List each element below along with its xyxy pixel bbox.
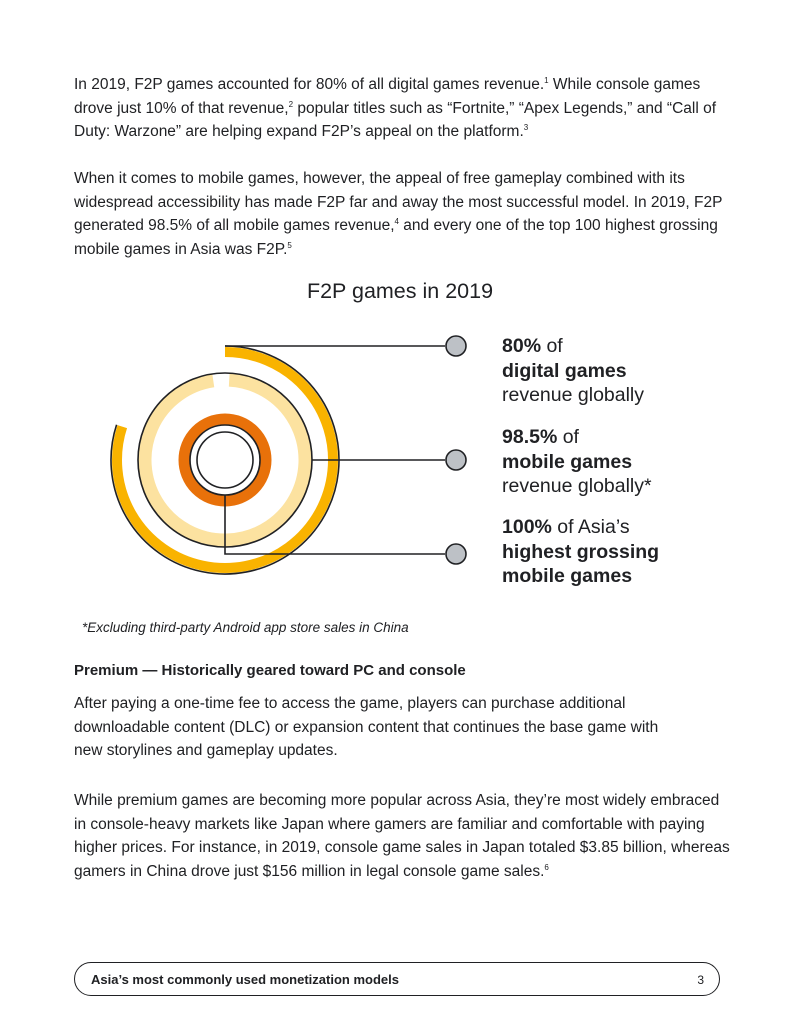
chart-footnote: *Excluding third-party Android app store sales in China — [82, 620, 409, 635]
stat-subject: mobile games — [502, 450, 633, 473]
footnote-ref[interactable]: 3 — [523, 123, 529, 132]
paragraph-premium-asia — [74, 789, 734, 883]
leader-line-3 — [225, 495, 445, 554]
footer-bar — [74, 962, 720, 996]
footnote-ref[interactable]: 4 — [394, 217, 399, 226]
stat-text: revenue globally — [502, 384, 645, 406]
sentence: While premium games are becoming more popular across Asia, they’re most widely embraced in console-heavy markets like Japan where gamers are familiar and comfortable with paying higher prices. For instance, in 2019, console game sales in Japan totaled $3.85 billion, whereas gamers in China drove just $156 million in legal console game sales. — [74, 792, 730, 880]
stat-subject: mobile games — [502, 565, 633, 587]
stat-subject: highest grossing — [502, 540, 660, 563]
footer-title[interactable]: Asia’s most commonly used monetization models — [91, 972, 399, 987]
leader-dot-2 — [446, 450, 466, 470]
page-number: 3 — [697, 973, 704, 987]
stat-value: 100% — [502, 516, 552, 538]
sentence: When it comes to mobile games, however, the appeal of free gameplay combined with its widespread accessibility has made F2P far and away the most successful model. In 2019, F2P generated 98.5% of all mobile games revenue, — [74, 170, 723, 234]
stat-subject: digital games — [502, 359, 627, 382]
footnote-ref[interactable]: 6 — [544, 862, 549, 872]
sentence: popular titles such as “Fortnite,” “Apex Legends,” and “Call of Duty: Warzone” are helping expand F2P’s appeal on the platform. — [74, 99, 717, 140]
sentence: In 2019, F2P games accounted for 80% of all digital games revenue. — [74, 76, 545, 93]
stat-value: 98.5% — [502, 426, 558, 448]
stat-value: 80% — [502, 335, 542, 357]
paragraph-premium: After paying a one-time fee to access the game, players can purchase additional downloadable content (DLC) or expansion content that continues the base game with new storylines and gameplay updates. — [74, 695, 659, 759]
stat-mobile-games — [502, 425, 762, 499]
sentence: While console games drove just 10% of that revenue, — [74, 76, 701, 117]
stat-digital-games — [502, 334, 762, 408]
stat-text: of — [557, 426, 579, 448]
footnote-ref[interactable]: 5 — [287, 240, 292, 250]
leader-dot-1 — [446, 336, 466, 356]
footnote-ref[interactable]: 1 — [544, 76, 549, 85]
stat-text: of Asia’s — [557, 516, 630, 538]
stat-text: of — [541, 335, 563, 357]
ring-center — [197, 432, 253, 488]
stat-text: revenue globally* — [502, 475, 652, 497]
sentence: and every one of the top 100 highest grossing mobile games in Asia was F2P. — [74, 217, 718, 258]
paragraph-mobile — [74, 167, 734, 261]
paragraph-intro — [74, 73, 734, 144]
leader-dot-3 — [446, 544, 466, 564]
footnote-ref[interactable]: 2 — [288, 99, 294, 109]
chart-title: F2P games in 2019 — [306, 279, 494, 303]
section-heading: Premium — Historically geared toward PC and console — [74, 662, 466, 679]
stat-asia-top-grossing — [502, 515, 762, 589]
